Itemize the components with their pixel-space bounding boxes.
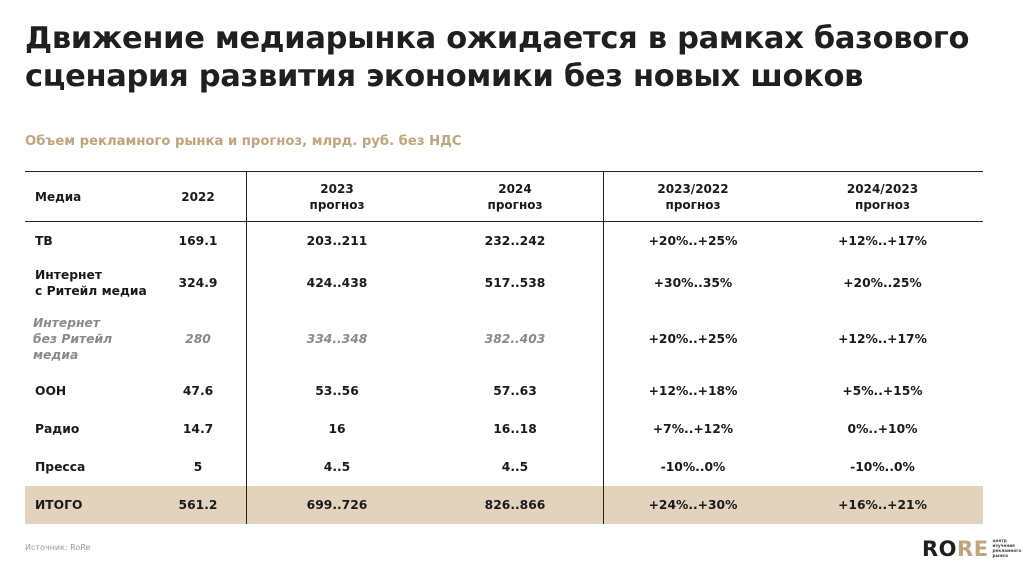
cell-growth-2024: +16%..+21% <box>782 486 983 524</box>
header-2023-note: прогноз <box>309 197 365 212</box>
logo-tagline-3: рекламного <box>992 548 1022 553</box>
cell-2023: 4..5 <box>247 448 428 486</box>
logo-re: RE <box>957 537 989 561</box>
header-growth-2023-2022 <box>604 172 783 222</box>
cell-growth-2023: +30%..35% <box>604 260 783 306</box>
cell-media-line3: медиа <box>33 347 79 362</box>
table-header-row <box>25 172 983 222</box>
cell-media: ТВ <box>35 233 53 248</box>
table-row-tv <box>25 222 983 260</box>
logo-ro: RO <box>922 537 958 561</box>
cell-2022: 47.6 <box>182 383 214 398</box>
cell-media: ООН <box>35 383 67 398</box>
cell-2024: 4..5 <box>501 459 529 474</box>
logo-tagline-1: центр <box>992 538 1007 544</box>
header-2023-forecast <box>247 172 428 222</box>
header-growth-2024-2023-label: 2024/2023 <box>846 181 919 196</box>
cell-2024: 232..242 <box>484 233 546 248</box>
cell-media: ИТОГО <box>25 486 150 524</box>
table-row-total <box>25 486 983 524</box>
cell-growth-2024: +12%..+17% <box>838 233 927 248</box>
header-growth-2024-2023-note: прогноз <box>855 197 910 212</box>
cell-2022: 169.1 <box>178 233 218 248</box>
cell-2022: 324.9 <box>178 275 218 290</box>
table-row-radio <box>25 410 983 448</box>
header-2023-year: 2023 <box>320 181 354 196</box>
cell-2023: 53..56 <box>247 372 428 410</box>
cell-2024: 57..63 <box>493 383 537 398</box>
cell-2024: 517..538 <box>484 275 546 290</box>
cell-growth-2024: 0%..+10% <box>847 421 918 436</box>
header-growth-2023-2022-note: прогноз <box>665 197 721 212</box>
cell-growth-2023: -10%..0% <box>604 448 783 486</box>
cell-media-line1: Интернет <box>35 267 103 282</box>
logo-tagline-4: рынка <box>992 552 1008 558</box>
logo-tagline <box>992 538 1022 558</box>
cell-media-line1: Интернет <box>33 315 101 330</box>
cell-2023: 203..211 <box>247 222 428 260</box>
table-subtitle: Объем рекламного рынка и прогноз, млрд. руб. без НДС <box>25 134 462 149</box>
cell-2022: 561.2 <box>150 486 247 524</box>
source-note: Источник: RoRe <box>25 543 91 552</box>
cell-growth-2023: +24%..+30% <box>604 486 783 524</box>
cell-2024: 826..866 <box>427 486 604 524</box>
cell-growth-2024: +5%..+15% <box>842 383 923 398</box>
cell-growth-2024: +12%..+17% <box>838 331 927 346</box>
header-2024-year: 2024 <box>498 181 532 196</box>
cell-2023: 16 <box>247 410 428 448</box>
header-2022: 2022 <box>150 172 247 222</box>
cell-2023: 424..438 <box>247 260 428 306</box>
cell-growth-2024: +20%..25% <box>843 275 922 290</box>
cell-media-line2: без Ритейл <box>33 331 113 346</box>
header-2024-forecast <box>427 172 604 222</box>
cell-media: Радио <box>35 421 80 436</box>
logo-wordmark <box>922 537 989 561</box>
header-media: Медиа <box>25 172 150 222</box>
cell-growth-2023: +7%..+12% <box>604 410 783 448</box>
logo-tagline-2: изучения <box>992 543 1015 549</box>
cell-2023: 334..348 <box>247 306 428 372</box>
cell-growth-2023: +20%..+25% <box>604 306 783 372</box>
table-row-internet-retail <box>25 260 983 306</box>
cell-media-line2: с Ритейл медиа <box>35 283 147 298</box>
ad-market-table <box>25 171 983 524</box>
header-2024-note: прогноз <box>487 197 543 212</box>
cell-media <box>25 306 150 372</box>
cell-2024: 382..403 <box>484 331 546 346</box>
table-row-press <box>25 448 983 486</box>
cell-2022: 14.7 <box>182 421 214 436</box>
table-row-internet-no-retail <box>25 306 983 372</box>
cell-2022: 5 <box>193 459 203 474</box>
rore-logo <box>922 537 1022 561</box>
cell-growth-2023: +12%..+18% <box>604 372 783 410</box>
cell-growth-2024: -10%..0% <box>850 459 915 474</box>
cell-media <box>25 260 150 306</box>
cell-2022: 280 <box>185 331 211 346</box>
table-row-ooh <box>25 372 983 410</box>
cell-2024: 16..18 <box>493 421 537 436</box>
header-growth-2023-2022-label: 2023/2022 <box>657 181 729 196</box>
cell-media: Пресса <box>35 459 86 474</box>
page-title: Движение медиарынка ожидается в рамках базового сценария развития экономики без новых шоков <box>25 21 970 94</box>
header-growth-2024-2023 <box>782 172 983 222</box>
cell-growth-2023: +20%..+25% <box>604 222 783 260</box>
cell-2023: 699..726 <box>247 486 428 524</box>
